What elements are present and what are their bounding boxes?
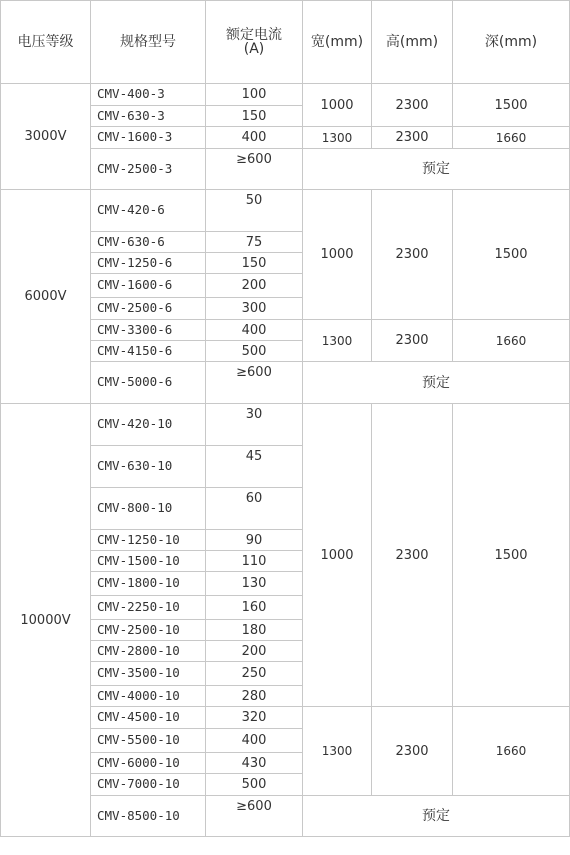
model-cell: CMV-7000-10	[91, 774, 206, 796]
model-cell: CMV-1500-10	[91, 551, 206, 572]
current-cell: 75	[206, 232, 303, 253]
table-row	[1, 190, 570, 232]
height-cell: 2300	[372, 84, 453, 127]
height-cell: 2300	[372, 320, 453, 362]
current-cell: 30	[206, 404, 303, 446]
current-cell: 200	[206, 274, 303, 298]
model-cell: CMV-630-3	[91, 106, 206, 127]
model-cell: CMV-5000-6	[91, 362, 206, 404]
model-cell: CMV-8500-10	[91, 796, 206, 837]
current-cell: 130	[206, 572, 303, 596]
model-cell: CMV-3500-10	[91, 662, 206, 686]
current-cell: 150	[206, 253, 303, 274]
current-cell: 150	[206, 106, 303, 127]
width-cell: 1300	[303, 127, 372, 149]
header-voltage: 电压等级	[1, 1, 91, 84]
current-cell: 280	[206, 686, 303, 707]
model-cell: CMV-420-10	[91, 404, 206, 446]
current-cell: 60	[206, 488, 303, 530]
depth-cell: 1660	[453, 707, 570, 796]
current-cell: 430	[206, 753, 303, 774]
model-cell: CMV-420-6	[91, 190, 206, 232]
voltage-cell: 6000V	[1, 190, 91, 404]
height-cell: 2300	[372, 404, 453, 707]
current-cell: 400	[206, 320, 303, 341]
reserved-cell: 预定	[303, 149, 570, 190]
current-cell: 250	[206, 662, 303, 686]
header-current-unit: (A)	[243, 41, 265, 57]
width-cell: 1300	[303, 707, 372, 796]
current-cell: 45	[206, 446, 303, 488]
header-depth: 深(mm)	[453, 1, 570, 84]
current-cell: 50	[206, 190, 303, 232]
model-cell: CMV-2800-10	[91, 641, 206, 662]
model-cell: CMV-2500-3	[91, 149, 206, 190]
current-cell: ≥600	[206, 796, 303, 837]
table-row	[1, 404, 570, 446]
current-cell: 500	[206, 341, 303, 362]
header-current-label: 额定电流	[226, 27, 282, 43]
current-cell: 90	[206, 530, 303, 551]
model-cell: CMV-2500-10	[91, 620, 206, 641]
model-cell: CMV-6000-10	[91, 753, 206, 774]
header-width: 宽(mm)	[303, 1, 372, 84]
current-cell: 100	[206, 84, 303, 106]
model-cell: CMV-400-3	[91, 84, 206, 106]
current-cell: 500	[206, 774, 303, 796]
model-cell: CMV-1600-6	[91, 274, 206, 298]
model-cell: CMV-4000-10	[91, 686, 206, 707]
current-cell: 200	[206, 641, 303, 662]
current-cell: 300	[206, 298, 303, 320]
model-cell: CMV-630-6	[91, 232, 206, 253]
model-cell: CMV-2250-10	[91, 596, 206, 620]
depth-cell: 1500	[453, 190, 570, 320]
depth-cell: 1500	[453, 404, 570, 707]
current-cell: ≥600	[206, 149, 303, 190]
model-cell: CMV-1250-10	[91, 530, 206, 551]
height-cell: 2300	[372, 127, 453, 149]
depth-cell: 1660	[453, 127, 570, 149]
depth-cell: 1500	[453, 84, 570, 127]
width-cell: 1000	[303, 84, 372, 127]
model-cell: CMV-800-10	[91, 488, 206, 530]
header-row	[1, 1, 570, 84]
current-cell: 160	[206, 596, 303, 620]
model-cell: CMV-630-10	[91, 446, 206, 488]
depth-cell: 1660	[453, 320, 570, 362]
current-cell: 320	[206, 707, 303, 729]
model-cell: CMV-3300-6	[91, 320, 206, 341]
model-cell: CMV-4500-10	[91, 707, 206, 729]
reserved-cell: 预定	[303, 796, 570, 837]
header-model: 规格型号	[91, 1, 206, 84]
voltage-cell: 10000V	[1, 404, 91, 837]
current-cell: 400	[206, 729, 303, 753]
model-cell: CMV-2500-6	[91, 298, 206, 320]
height-cell: 2300	[372, 190, 453, 320]
model-cell: CMV-1600-3	[91, 127, 206, 149]
current-cell: 180	[206, 620, 303, 641]
width-cell: 1000	[303, 190, 372, 320]
width-cell: 1000	[303, 404, 372, 707]
header-current	[206, 1, 303, 84]
model-cell: CMV-5500-10	[91, 729, 206, 753]
height-cell: 2300	[372, 707, 453, 796]
current-cell: 110	[206, 551, 303, 572]
reserved-cell: 预定	[303, 362, 570, 404]
model-cell: CMV-1800-10	[91, 572, 206, 596]
model-cell: CMV-4150-6	[91, 341, 206, 362]
model-cell: CMV-1250-6	[91, 253, 206, 274]
table-row	[1, 84, 570, 106]
header-height: 高(mm)	[372, 1, 453, 84]
current-cell: ≥600	[206, 362, 303, 404]
current-cell: 400	[206, 127, 303, 149]
width-cell: 1300	[303, 320, 372, 362]
voltage-cell: 3000V	[1, 84, 91, 190]
